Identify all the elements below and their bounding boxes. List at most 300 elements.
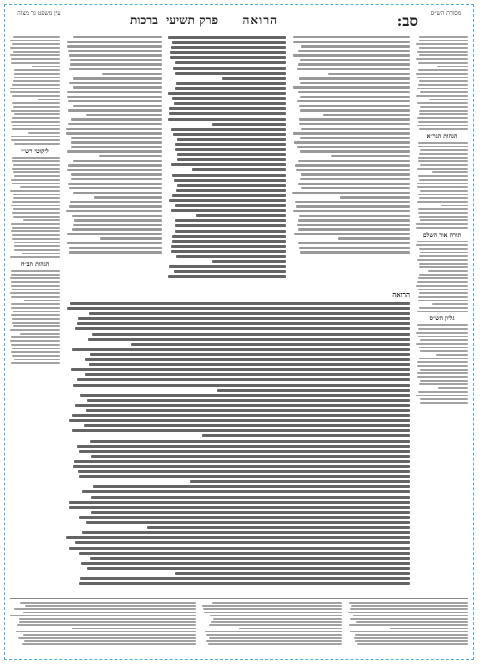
page-header (10, 10, 468, 32)
text-line (175, 219, 286, 222)
text-line (298, 91, 410, 93)
text-line (196, 214, 286, 217)
text-line (12, 168, 60, 170)
text-line (32, 66, 60, 68)
text-line (418, 277, 468, 279)
text-line (172, 240, 286, 243)
text-line (296, 205, 410, 207)
text-line (417, 259, 468, 261)
text-line (77, 378, 410, 381)
text-line (66, 536, 410, 539)
text-line (68, 50, 162, 52)
text-line (80, 394, 410, 397)
text-line (173, 133, 286, 136)
text-line (17, 624, 196, 626)
text-line (73, 192, 162, 194)
text-line (67, 307, 410, 310)
text-line (23, 612, 196, 614)
text-line (299, 123, 410, 125)
text-line (172, 194, 286, 197)
text-line (11, 58, 60, 60)
footer-col-middle (202, 602, 342, 652)
text-line (10, 256, 60, 258)
text-line (300, 178, 410, 180)
text-line (297, 100, 410, 102)
text-line (11, 121, 60, 123)
gilyon-title: גליון הש״ס (429, 315, 455, 323)
text-line (92, 333, 410, 336)
text-line (390, 628, 468, 630)
text-line (172, 97, 286, 100)
text-line (300, 251, 410, 253)
text-line (419, 358, 468, 360)
text-line (417, 102, 468, 104)
text-line (10, 91, 60, 93)
text-line (91, 455, 410, 458)
text-line (417, 186, 468, 188)
text-line (301, 128, 410, 130)
text-line (67, 169, 162, 171)
text-line (171, 128, 286, 131)
talmud-page (10, 10, 468, 654)
text-line (19, 621, 196, 623)
text-line (38, 99, 61, 101)
text-line (175, 61, 286, 64)
text-line (168, 275, 286, 278)
text-line (12, 348, 60, 350)
text-line (12, 289, 60, 291)
text-line (66, 210, 162, 212)
text-line (10, 190, 60, 192)
text-line (296, 169, 410, 171)
text-line (70, 63, 162, 65)
text-line (418, 336, 468, 338)
text-line (79, 552, 410, 555)
text-line (420, 149, 468, 151)
text-line (13, 208, 60, 210)
text-line (340, 196, 410, 198)
text-line (102, 73, 162, 75)
text-line (208, 643, 342, 645)
text-line (73, 105, 162, 107)
text-line (85, 358, 410, 361)
text-line (67, 91, 162, 93)
text-line (91, 511, 410, 514)
text-line (70, 302, 410, 305)
text-line (11, 351, 60, 353)
text-line (11, 230, 60, 232)
text-line (418, 142, 468, 144)
text-line (420, 402, 468, 404)
tosafot-column (66, 36, 162, 286)
text-line (441, 205, 468, 207)
text-line (420, 339, 468, 341)
text-line (72, 348, 410, 351)
text-line (209, 637, 342, 639)
chapter-name: הרואה (242, 13, 278, 27)
text-line (298, 228, 410, 230)
text-line (79, 582, 410, 585)
text-line (75, 404, 410, 407)
text-line (418, 84, 468, 86)
torah-or-title: תורה אור השלם (422, 231, 462, 239)
text-line (202, 434, 410, 437)
text-line (11, 223, 60, 225)
hagahot-gra-title: הגהות הגר״א (426, 132, 458, 140)
likutei-rashi-title: ליקוטי רש״י (21, 147, 49, 155)
text-line (172, 41, 286, 44)
text-line (69, 506, 410, 509)
text-line (10, 47, 60, 49)
text-line (338, 237, 410, 239)
text-line (12, 183, 60, 185)
text-line (299, 247, 410, 249)
text-line (418, 289, 468, 291)
text-line (417, 77, 468, 79)
text-line (80, 577, 410, 580)
text-line (69, 247, 162, 249)
text-line (12, 355, 60, 357)
text-line (68, 164, 162, 166)
footer-col-right (348, 602, 468, 652)
text-line (90, 353, 410, 356)
text-line (172, 235, 286, 238)
text-line (416, 223, 468, 225)
text-line (298, 183, 410, 185)
text-line (82, 531, 410, 534)
text-line (417, 201, 468, 203)
text-line (416, 95, 468, 97)
text-line (301, 173, 410, 175)
text-line (131, 343, 410, 346)
text-line (416, 244, 468, 246)
gemara-top-block (168, 36, 286, 286)
text-line (419, 153, 468, 155)
text-line (175, 224, 286, 227)
text-line (353, 615, 468, 617)
text-line (13, 51, 60, 53)
text-line (175, 72, 286, 75)
text-line (69, 205, 162, 207)
text-line (176, 189, 286, 192)
text-line (100, 237, 162, 239)
text-line (418, 160, 468, 162)
text-line (348, 612, 468, 614)
text-line (418, 194, 468, 196)
text-line (175, 143, 286, 146)
text-line (24, 640, 196, 642)
text-line (12, 322, 60, 324)
text-line (297, 224, 410, 226)
text-line (14, 608, 196, 610)
text-line (13, 197, 60, 199)
text-line (419, 110, 468, 112)
text-line (175, 204, 286, 207)
text-line (416, 332, 468, 334)
text-line (13, 325, 60, 327)
text-line (13, 311, 60, 313)
text-line (420, 106, 469, 108)
text-line (13, 36, 60, 38)
text-line (18, 637, 196, 639)
text-line (72, 228, 162, 230)
text-line (239, 628, 342, 630)
text-line (12, 234, 60, 236)
text-line (429, 99, 468, 101)
text-line (11, 274, 60, 276)
text-line (14, 77, 60, 79)
text-line (171, 163, 286, 166)
masoret-label: מסורת הש״ס (430, 10, 462, 17)
text-line (418, 146, 468, 148)
text-line (356, 621, 468, 623)
text-line (77, 322, 410, 325)
text-line (418, 69, 468, 71)
text-line (416, 343, 468, 345)
text-line (11, 344, 60, 346)
text-line (419, 347, 468, 349)
text-line (293, 210, 410, 212)
text-line (71, 146, 162, 148)
text-line (71, 118, 162, 120)
text-line (12, 238, 60, 240)
text-line (11, 303, 60, 305)
text-line (173, 67, 286, 70)
text-line (14, 242, 60, 244)
text-line (176, 255, 286, 258)
text-line (86, 409, 410, 412)
text-line (202, 605, 342, 607)
text-line (420, 219, 468, 221)
text-line (436, 354, 468, 356)
text-line (419, 113, 468, 115)
text-line (86, 521, 410, 524)
text-line (19, 618, 196, 620)
text-line (10, 340, 60, 342)
text-line (177, 158, 286, 161)
text-line (417, 183, 468, 185)
text-line (13, 164, 60, 166)
text-line (217, 389, 410, 392)
text-line (417, 311, 468, 313)
text-line (300, 109, 410, 111)
text-line (78, 317, 410, 320)
text-line (172, 174, 286, 177)
text-line (75, 327, 410, 330)
text-line (11, 296, 60, 298)
text-line (12, 201, 60, 203)
text-line (11, 362, 60, 364)
text-line (419, 248, 468, 250)
text-line (12, 125, 60, 127)
text-line (69, 82, 162, 84)
text-line (147, 526, 410, 529)
text-line (10, 40, 60, 42)
text-line (416, 58, 468, 60)
text-line (419, 54, 468, 56)
text-line (71, 178, 162, 180)
text-line (169, 265, 286, 268)
text-line (14, 113, 60, 115)
text-line (300, 137, 410, 139)
text-line (10, 329, 60, 331)
text-line (419, 128, 468, 130)
text-line (12, 102, 60, 104)
text-line (175, 572, 410, 575)
text-line (174, 179, 286, 182)
text-line (176, 82, 286, 85)
text-line (298, 63, 410, 65)
text-line (416, 73, 468, 75)
text-line (12, 160, 60, 162)
text-line (295, 164, 410, 166)
text-line (416, 395, 468, 397)
text-line (170, 56, 286, 59)
text-line (420, 350, 468, 352)
text-line (297, 146, 410, 148)
text-line (418, 391, 468, 393)
text-line (428, 270, 468, 272)
text-line (175, 87, 286, 90)
text-line (299, 118, 410, 120)
text-line (14, 73, 60, 75)
text-line (418, 328, 468, 330)
text-line (209, 624, 342, 626)
text-line (72, 215, 162, 217)
text-line (73, 77, 162, 79)
text-line (419, 197, 468, 199)
text-line (299, 215, 410, 217)
text-line (68, 183, 162, 185)
text-line (11, 285, 60, 287)
text-line (350, 631, 468, 633)
text-line (11, 307, 60, 309)
text-line (84, 424, 410, 427)
text-line (294, 233, 410, 235)
text-line (323, 114, 410, 116)
text-line (417, 324, 468, 326)
text-line (419, 292, 468, 294)
text-line (16, 631, 196, 633)
text-line (177, 153, 286, 156)
text-line (171, 245, 286, 248)
text-line (300, 82, 410, 84)
text-line (354, 637, 468, 639)
text-line (23, 219, 60, 221)
footer-commentary (10, 598, 468, 654)
text-line (69, 501, 410, 504)
text-line (416, 227, 468, 229)
text-line (14, 143, 60, 145)
text-line (79, 475, 410, 478)
text-line (73, 86, 162, 88)
text-line (71, 368, 411, 371)
text-line (418, 121, 468, 123)
text-line (212, 260, 286, 263)
text-line (419, 80, 468, 82)
text-line (11, 179, 60, 181)
text-line (67, 233, 162, 235)
text-line (417, 372, 468, 374)
text-line (417, 88, 468, 90)
text-line (298, 219, 410, 221)
text-line (420, 369, 468, 371)
text-line (12, 95, 60, 97)
text-line (69, 547, 411, 550)
text-line (175, 148, 286, 151)
text-line (300, 59, 410, 61)
text-line (72, 628, 196, 630)
text-line (298, 242, 410, 244)
text-line (222, 77, 286, 80)
text-line (417, 241, 468, 243)
text-line (293, 86, 410, 88)
text-line (301, 45, 410, 47)
text-line (69, 419, 410, 422)
text-line (174, 102, 286, 105)
text-line (210, 615, 342, 617)
text-line (417, 361, 468, 363)
text-line (420, 164, 468, 166)
text-line (171, 209, 286, 212)
text-line (72, 414, 410, 417)
text-line (74, 219, 162, 221)
text-line (417, 281, 468, 283)
text-line (87, 399, 410, 402)
text-line (20, 333, 60, 335)
text-line (90, 557, 410, 560)
text-line (419, 36, 468, 38)
text-line (13, 80, 60, 82)
text-line (14, 245, 60, 247)
text-line (420, 190, 468, 192)
text-line (91, 496, 410, 499)
text-line (432, 171, 468, 173)
text-line (417, 365, 468, 367)
text-line (351, 605, 468, 607)
left-margin-column (10, 36, 60, 596)
text-line (13, 106, 60, 108)
text-line (12, 157, 60, 159)
text-line (417, 51, 468, 53)
text-line (69, 187, 162, 189)
text-line (73, 160, 162, 162)
text-line (20, 602, 196, 604)
ein-mishpat-label: עין משפט נר מצוה (17, 10, 61, 17)
text-line (75, 541, 410, 544)
text-line (168, 36, 286, 39)
text-line (349, 602, 468, 604)
text-line (90, 440, 410, 443)
text-line (419, 47, 468, 49)
hagahot-bach-title: הגהות הב״ח (20, 261, 50, 269)
text-line (417, 376, 468, 378)
text-line (297, 68, 410, 70)
text-line (73, 384, 410, 387)
text-line (205, 631, 342, 633)
text-line (293, 41, 410, 43)
text-line (86, 114, 162, 116)
text-line (192, 168, 286, 171)
text-line (293, 54, 410, 56)
text-line (419, 216, 468, 218)
text-line (299, 105, 410, 107)
text-line (10, 615, 196, 617)
text-line (417, 168, 468, 170)
text-line (170, 51, 286, 54)
gemara-start-word: הרואה (392, 292, 410, 299)
text-line (175, 230, 286, 233)
